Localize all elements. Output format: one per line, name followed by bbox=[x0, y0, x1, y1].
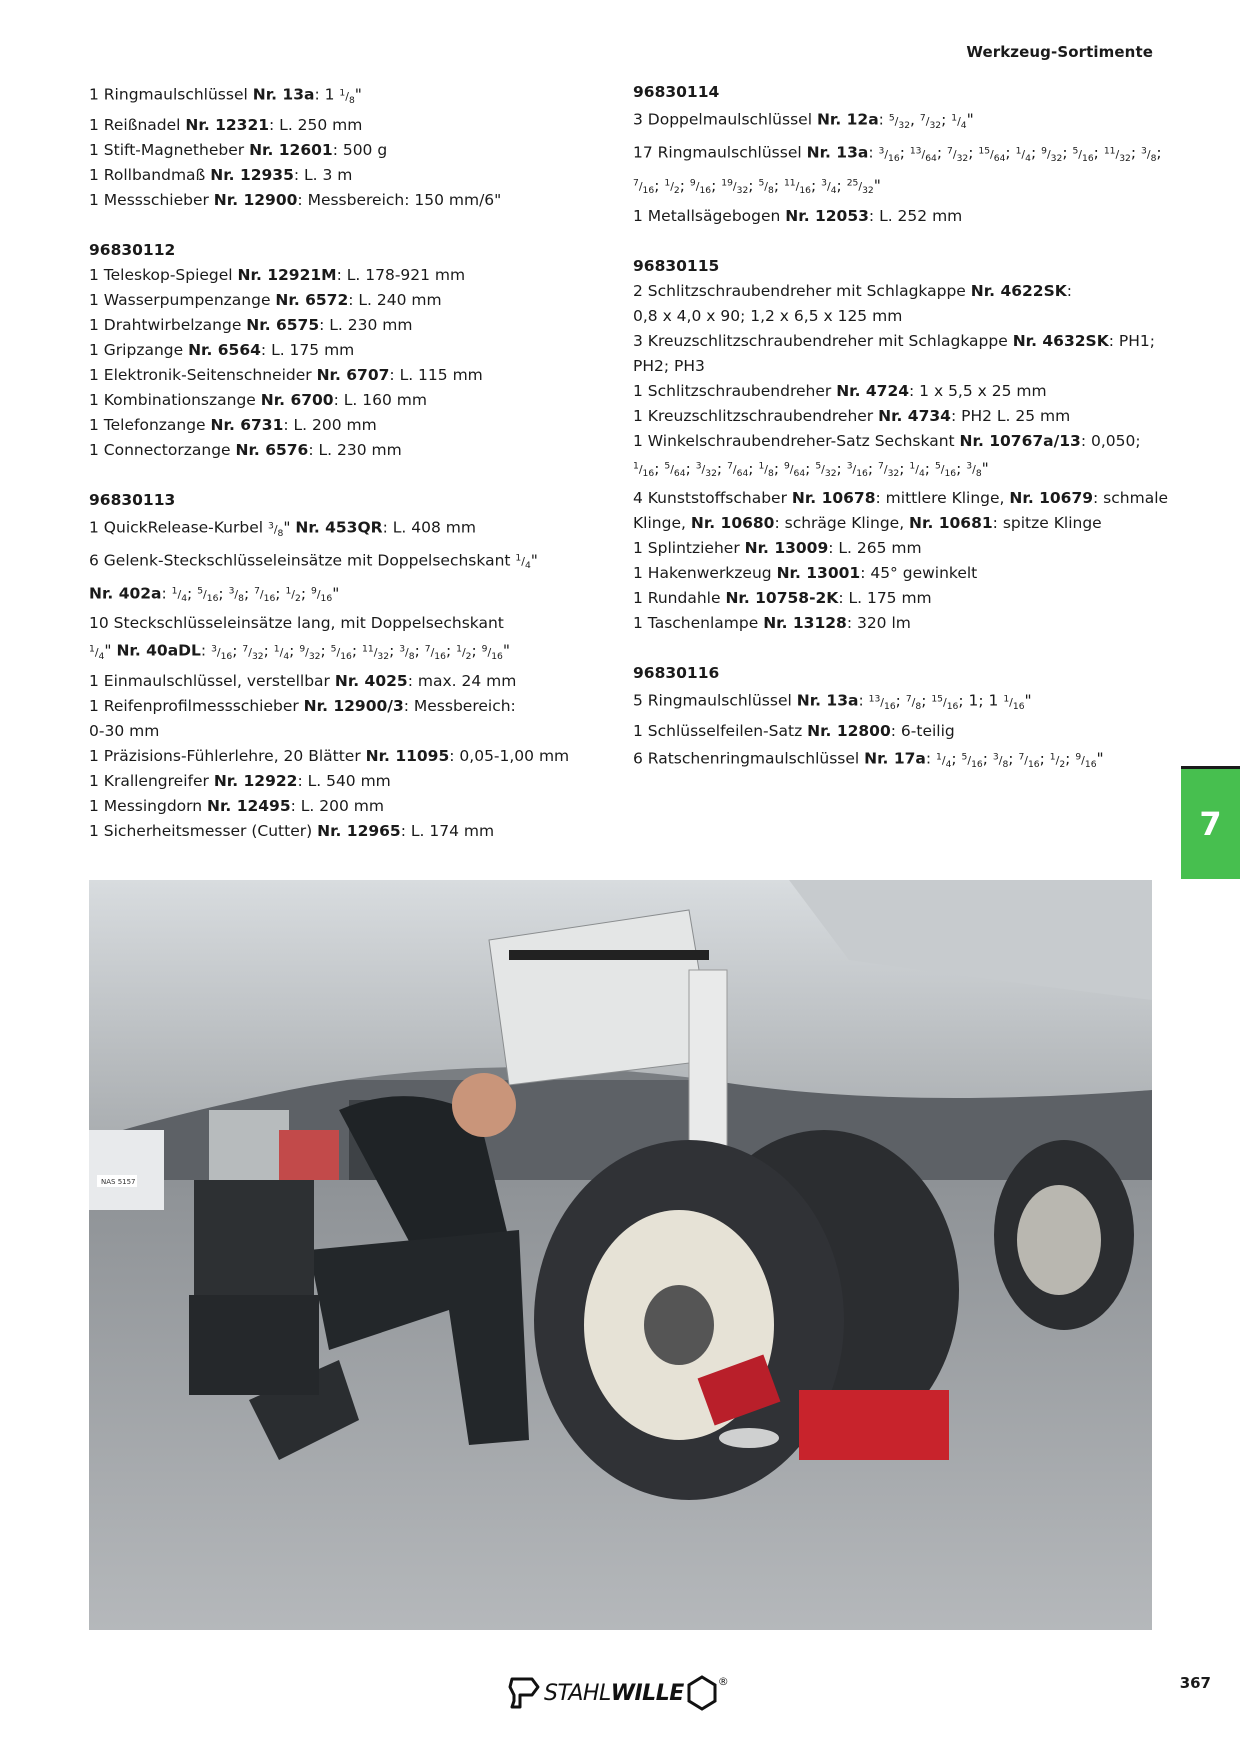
item-line: 1 QuickRelease-Kurbel $^3/_8$" Nr. 453QR: L. 408 mm bbox=[89, 518, 476, 539]
item-line: Klinge, Nr. 10680: schräge Klinge, Nr. 10681: spitze Klinge bbox=[633, 514, 1102, 533]
item-line: 1 Hakenwerkzeug Nr. 13001: 45° gewinkelt bbox=[633, 564, 978, 583]
item-line: 1 Drahtwirbelzange Nr. 6575: L. 230 mm bbox=[89, 315, 413, 334]
item-line: $^7/_{16}$; $^1/_2$; $^9/_{16}$; $^{19}/_{32}$; $^5/_8$; $^{11}/_{16}$; $^3/_4$; $^{25}/_{32}$" bbox=[633, 176, 881, 197]
item-line: 1 Schlüsselfeilen-Satz Nr. 12800: 6-teilig bbox=[633, 722, 955, 741]
item-line: 1 Rollbandmaß Nr. 12935: L. 3 m bbox=[89, 165, 353, 184]
assortment-section bbox=[633, 254, 1169, 637]
item-line: 1 Teleskop-Spiegel Nr. 12921M: L. 178-921 mm bbox=[89, 265, 466, 284]
item-line: 17 Ringmaulschlüssel Nr. 13a: $^3/_{16}$; $^{13}/_{64}$; $^7/_{32}$; $^{15}/_{64}$; $^1/_4$; $^9/_{32}$; $^5/_{16}$; $^{11}/_{32}$; $^3/_8$; bbox=[633, 143, 1162, 164]
brand-prefix: STAHL bbox=[544, 1680, 611, 1706]
item-line: 1 Elektronik-Seitenschneider Nr. 6707: L. 115 mm bbox=[89, 365, 483, 384]
item-line: 1 Wasserpumpenzange Nr. 6572: L. 240 mm bbox=[89, 290, 442, 309]
item-line: 1 Reißnadel Nr. 12321: L. 250 mm bbox=[89, 115, 363, 134]
item-line: 2 Schlitzschraubendreher mit Schlagkappe Nr. 4622SK: bbox=[633, 281, 1073, 300]
left-column bbox=[89, 80, 609, 869]
item-line: 10 Steckschlüsseleinsätze lang, mit Doppelsechskant bbox=[89, 614, 504, 633]
chapter-tab[interactable] bbox=[1181, 766, 1240, 879]
item-line: 1 Schlitzschraubendreher Nr. 4724: 1 x 5,5 x 25 mm bbox=[633, 381, 1047, 400]
section-title: 96830116 bbox=[633, 664, 720, 683]
section-title: 96830113 bbox=[89, 490, 176, 509]
item-line: 1 Messingdorn Nr. 12495: L. 200 mm bbox=[89, 797, 384, 816]
assortment-section bbox=[89, 238, 609, 463]
intro-item-list bbox=[89, 80, 609, 213]
section-title: 96830114 bbox=[633, 83, 720, 101]
assortment-section bbox=[633, 661, 1158, 777]
page-header-title: Werkzeug-Sortimente bbox=[966, 43, 1153, 61]
brand-name bbox=[544, 1681, 684, 1706]
item-line: 1 Stift-Magnetheber Nr. 12601: 500 g bbox=[89, 140, 388, 159]
brand-suffix: WILLE bbox=[610, 1680, 684, 1706]
item-line: 1 Reifenprofilmessschieber Nr. 12900/3: Messbereich: bbox=[89, 697, 516, 716]
item-line: $^1/_4$" Nr. 40aDL: $^3/_{16}$; $^7/_{32}$; $^1/_4$; $^9/_{32}$; $^5/_{16}$; $^{11}/_{32}$; $^3/_8$; $^7/_{16}$; $^1/_2$; $^9/_{16}$" bbox=[89, 642, 510, 663]
item-line: 1 Kombinationszange Nr. 6700: L. 160 mm bbox=[89, 390, 427, 409]
item-line: 1 Winkelschraubendreher-Satz Sechskant Nr. 10767a/13: 0,050; bbox=[633, 431, 1141, 450]
item-line: 1 Gripzange Nr. 6564: L. 175 mm bbox=[89, 340, 355, 359]
item-line: 1 Taschenlampe Nr. 13128: 320 lm bbox=[633, 614, 911, 633]
item-line: PH2; PH3 bbox=[633, 356, 705, 375]
item-line: 1 Präzisions-Fühlerlehre, 20 Blätter Nr. 11095: 0,05-1,00 mm bbox=[89, 747, 570, 766]
assortment-section bbox=[633, 80, 1162, 229]
item-line: 1 Krallengreifer Nr. 12922: L. 540 mm bbox=[89, 772, 391, 791]
right-section-list bbox=[633, 80, 1169, 777]
chapter-number: 7 bbox=[1199, 805, 1222, 843]
item-line: 1 Einmaulschlüssel, verstellbar Nr. 4025: max. 24 mm bbox=[89, 672, 517, 691]
section-title: 96830115 bbox=[633, 256, 720, 275]
item-line: 1 Kreuzschlitzschraubendreher Nr. 4734: PH2 L. 25 mm bbox=[633, 406, 1071, 425]
item-line: 1 Ringmaulschlüssel Nr. 13a: 1 $^1/_8$" bbox=[89, 85, 362, 106]
item-line: 1 Sicherheitsmesser (Cutter) Nr. 12965: L. 174 mm bbox=[89, 822, 495, 841]
left-section-list bbox=[89, 238, 609, 844]
right-column bbox=[633, 80, 1169, 802]
item-line: 6 Gelenk-Steckschlüsseleinsätze mit Doppelsechskant $^1/_4$" bbox=[89, 551, 538, 572]
item-line: 1 Connectorzange Nr. 6576: L. 230 mm bbox=[89, 440, 402, 459]
item-line: 1 Telefonzange Nr. 6731: L. 200 mm bbox=[89, 415, 377, 434]
item-line: 1 Messschieber Nr. 12900: Messbereich: 150 mm/6" bbox=[89, 190, 502, 209]
product-photo-aircraft-mechanic bbox=[89, 880, 1152, 1630]
license-plate-text: NAS 5157 bbox=[101, 1178, 136, 1186]
item-line: 3 Kreuzschlitzschraubendreher mit Schlagkappe Nr. 4632SK: PH1; bbox=[633, 331, 1155, 350]
item-line: 5 Ringmaulschlüssel Nr. 13a: $^{13}/_{16}$; $^7/_8$; $^{15}/_{16}$; 1; 1 $^1/_{16}$" bbox=[633, 692, 1032, 713]
item-line: 0-30 mm bbox=[89, 722, 160, 741]
item-line: 4 Kunststoffschaber Nr. 10678: mittlere Klinge, Nr. 10679: schmale bbox=[633, 489, 1169, 508]
registered-mark: ® bbox=[717, 1674, 729, 1688]
hexagon-nut-icon bbox=[686, 1675, 718, 1711]
section-title: 96830112 bbox=[89, 240, 176, 259]
item-line: 0,8 x 4,0 x 90; 1,2 x 6,5 x 125 mm bbox=[633, 306, 903, 325]
wrench-logo-icon bbox=[508, 1673, 542, 1713]
item-line: Nr. 402a: $^1/_4$; $^5/_{16}$; $^3/_8$; $^7/_{16}$; $^1/_2$; $^9/_{16}$" bbox=[89, 584, 340, 605]
page-number: 367 bbox=[1179, 1674, 1211, 1692]
item-line: 6 Ratschenringmaulschlüssel Nr. 17a: $^1/_4$; $^5/_{16}$; $^3/_8$; $^7/_{16}$; $^1/_2$; $^9/_{16}$" bbox=[633, 749, 1104, 771]
item-line: 3 Doppelmaulschlüssel Nr. 12a: $^5/_{32}$, $^7/_{32}$; $^1/_4$" bbox=[633, 110, 974, 131]
item-line: 1 Metallsägebogen Nr. 12053: L. 252 mm bbox=[633, 206, 963, 225]
photo-illustration bbox=[89, 880, 1152, 1630]
item-line: 1 Splintzieher Nr. 13009: L. 265 mm bbox=[633, 539, 922, 558]
stahlwille-logo bbox=[508, 1670, 748, 1716]
item-line: 1 Rundahle Nr. 10758-2K: L. 175 mm bbox=[633, 589, 932, 608]
item-line: $^1/_{16}$; $^5/_{64}$; $^3/_{32}$; $^7/_{64}$; $^1/_8$; $^9/_{64}$; $^5/_{32}$; $^3/_{16}$; $^7/_{32}$; $^1/_4$; $^5/_{16}$; $^3/_8$" bbox=[633, 459, 989, 480]
assortment-section bbox=[89, 488, 609, 844]
